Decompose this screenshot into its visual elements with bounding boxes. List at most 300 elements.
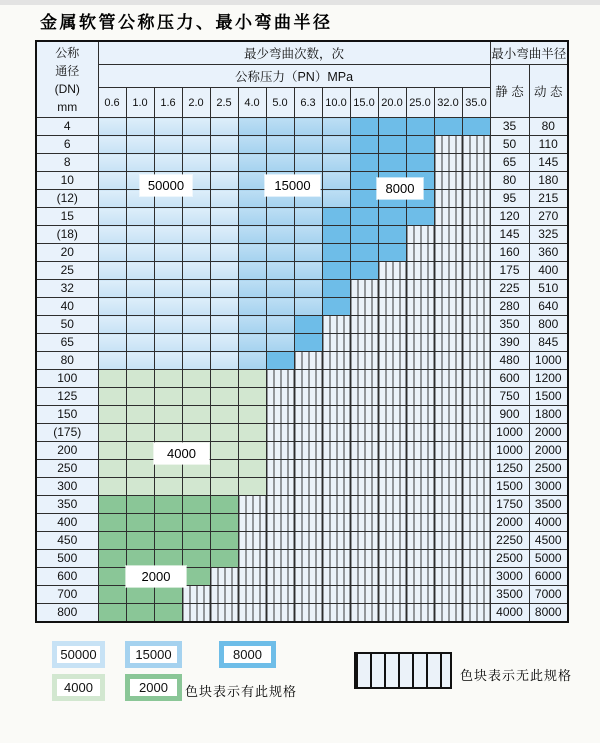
spec-cell-8000	[350, 190, 378, 208]
no-spec-cell	[462, 226, 490, 244]
dn-cell: (18)	[36, 226, 98, 244]
static-radius-cell: 225	[490, 280, 529, 298]
no-spec-cell	[462, 550, 490, 568]
legend-no-spec-swatch	[354, 652, 452, 689]
spec-cell-2000	[154, 604, 182, 623]
no-spec-cell	[462, 604, 490, 623]
no-spec-cell	[322, 586, 350, 604]
spec-cell-4000	[182, 424, 210, 442]
spec-cell-2000	[182, 568, 210, 586]
no-spec-cell	[238, 496, 266, 514]
spec-cell-50000	[126, 334, 154, 352]
spec-cell-50000	[210, 244, 238, 262]
spec-cell-2000	[98, 586, 126, 604]
dynamic-radius-cell: 2000	[529, 442, 568, 460]
no-spec-cell	[322, 460, 350, 478]
spec-cell-4000	[238, 460, 266, 478]
spec-cell-8000	[350, 262, 378, 280]
spec-cell-4000	[98, 478, 126, 496]
spec-cell-2000	[154, 496, 182, 514]
spec-cell-8000	[322, 298, 350, 316]
spec-cell-8000	[350, 226, 378, 244]
spec-cell-50000	[98, 154, 126, 172]
corner-line-3: (DN)	[54, 81, 80, 96]
dynamic-radius-cell: 7000	[529, 586, 568, 604]
no-spec-cell	[238, 586, 266, 604]
no-spec-cell	[322, 406, 350, 424]
dynamic-radius-cell: 325	[529, 226, 568, 244]
table-row	[36, 460, 568, 478]
table-row	[36, 244, 568, 262]
spec-cell-2000	[210, 550, 238, 568]
table-row	[36, 370, 568, 388]
pressure-values-row	[36, 88, 568, 118]
static-radius-cell: 50	[490, 136, 529, 154]
spec-cell-15000	[322, 172, 350, 190]
legend-swatch-4000	[52, 674, 105, 701]
spec-cell-15000	[266, 208, 294, 226]
legend-swatch-label: 8000	[224, 646, 271, 663]
no-spec-cell	[406, 460, 434, 478]
no-spec-cell	[462, 388, 490, 406]
no-spec-cell	[238, 550, 266, 568]
no-spec-cell	[434, 532, 462, 550]
dynamic-column-header: 动 态	[529, 65, 568, 118]
static-radius-cell: 145	[490, 226, 529, 244]
spec-cell-50000	[126, 262, 154, 280]
no-spec-cell	[322, 514, 350, 532]
spec-cell-15000	[266, 154, 294, 172]
no-spec-cell	[406, 442, 434, 460]
spec-cell-50000	[154, 298, 182, 316]
no-spec-cell	[462, 154, 490, 172]
no-spec-cell	[406, 604, 434, 623]
spec-cell-50000	[182, 208, 210, 226]
legend-swatch-label: 15000	[130, 646, 177, 663]
dynamic-radius-cell: 800	[529, 316, 568, 334]
dn-cell: 250	[36, 460, 98, 478]
region-count-label: 8000	[377, 178, 423, 199]
spec-cell-8000	[294, 334, 322, 352]
table-row	[36, 352, 568, 370]
no-spec-cell	[434, 388, 462, 406]
no-spec-cell	[322, 424, 350, 442]
pressure-col-header: 35.0	[462, 88, 490, 118]
no-spec-cell	[294, 496, 322, 514]
spec-cell-4000	[238, 406, 266, 424]
spec-cell-15000	[238, 352, 266, 370]
no-spec-cell	[378, 478, 406, 496]
spec-cell-4000	[210, 478, 238, 496]
dn-cell: 300	[36, 478, 98, 496]
spec-cell-15000	[294, 118, 322, 136]
spec-cell-2000	[98, 568, 126, 586]
static-radius-cell: 280	[490, 298, 529, 316]
legend-swatch-2000	[125, 674, 182, 701]
spec-cell-8000	[406, 154, 434, 172]
spec-cell-8000	[350, 208, 378, 226]
spec-cell-8000	[350, 244, 378, 262]
no-spec-cell	[350, 316, 378, 334]
no-spec-cell	[350, 604, 378, 623]
spec-cell-2000	[98, 514, 126, 532]
spec-cell-50000	[154, 262, 182, 280]
spec-cell-8000	[406, 118, 434, 136]
spec-cell-4000	[210, 424, 238, 442]
dynamic-radius-cell: 1000	[529, 352, 568, 370]
no-spec-cell	[294, 586, 322, 604]
spec-cell-8000	[378, 208, 406, 226]
pressure-header: 公称压力（PN）MPa	[98, 65, 490, 88]
spec-cell-8000	[378, 118, 406, 136]
dynamic-radius-cell: 4000	[529, 514, 568, 532]
table-row	[36, 154, 568, 172]
pressure-col-header: 0.6	[98, 88, 126, 118]
no-spec-cell	[406, 370, 434, 388]
static-radius-cell: 1500	[490, 478, 529, 496]
no-spec-cell	[350, 406, 378, 424]
dn-cell: 700	[36, 586, 98, 604]
spec-cell-15000	[266, 262, 294, 280]
spec-cell-4000	[210, 370, 238, 388]
page-top-strip	[0, 0, 600, 5]
spec-cell-15000	[238, 136, 266, 154]
spec-cell-15000	[266, 316, 294, 334]
no-spec-cell	[434, 478, 462, 496]
no-spec-cell	[462, 334, 490, 352]
no-spec-cell	[406, 586, 434, 604]
spec-cell-15000	[322, 118, 350, 136]
no-spec-cell	[350, 298, 378, 316]
no-spec-cell	[294, 568, 322, 586]
no-spec-cell	[406, 568, 434, 586]
legend-swatch-label: 50000	[57, 646, 100, 663]
no-spec-cell	[322, 550, 350, 568]
no-spec-cell	[322, 478, 350, 496]
spec-cell-15000	[294, 136, 322, 154]
dynamic-radius-cell: 3500	[529, 496, 568, 514]
static-radius-cell: 3000	[490, 568, 529, 586]
no-spec-cell	[434, 550, 462, 568]
no-spec-cell	[434, 262, 462, 280]
spec-cell-4000	[238, 370, 266, 388]
spec-cell-15000	[266, 226, 294, 244]
no-spec-cell	[378, 550, 406, 568]
spec-cell-50000	[210, 298, 238, 316]
spec-cell-15000	[266, 118, 294, 136]
no-spec-cell	[406, 262, 434, 280]
pressure-col-header: 6.3	[294, 88, 322, 118]
spec-cell-50000	[98, 262, 126, 280]
table-row	[36, 118, 568, 136]
no-spec-cell	[350, 514, 378, 532]
static-column-header: 静 态	[490, 65, 529, 118]
spec-cell-50000	[98, 316, 126, 334]
no-spec-cell	[434, 568, 462, 586]
no-spec-cell	[434, 226, 462, 244]
spec-cell-2000	[182, 550, 210, 568]
static-radius-cell: 390	[490, 334, 529, 352]
spec-cell-50000	[154, 118, 182, 136]
spec-cell-50000	[98, 334, 126, 352]
dn-cell: 450	[36, 532, 98, 550]
dn-cell: 8	[36, 154, 98, 172]
no-spec-cell	[406, 352, 434, 370]
no-spec-cell	[462, 478, 490, 496]
no-spec-cell	[406, 334, 434, 352]
no-spec-cell	[434, 334, 462, 352]
no-spec-cell	[462, 172, 490, 190]
spec-cell-4000	[182, 370, 210, 388]
spec-cell-50000	[210, 316, 238, 334]
no-spec-cell	[322, 604, 350, 623]
spec-cell-2000	[154, 550, 182, 568]
spec-cell-50000	[210, 280, 238, 298]
spec-cell-50000	[182, 136, 210, 154]
no-spec-cell	[434, 298, 462, 316]
spec-cell-4000	[98, 424, 126, 442]
spec-cell-4000	[98, 460, 126, 478]
spec-cell-50000	[182, 154, 210, 172]
table-row	[36, 388, 568, 406]
static-radius-cell: 750	[490, 388, 529, 406]
dynamic-radius-cell: 3000	[529, 478, 568, 496]
spec-cell-4000	[126, 460, 154, 478]
no-spec-cell	[322, 316, 350, 334]
spec-cell-15000	[266, 280, 294, 298]
spec-cell-15000	[266, 298, 294, 316]
no-spec-cell	[378, 406, 406, 424]
no-spec-cell	[294, 442, 322, 460]
spec-cell-2000	[210, 496, 238, 514]
no-spec-cell	[266, 478, 294, 496]
no-spec-cell	[322, 334, 350, 352]
static-radius-cell: 480	[490, 352, 529, 370]
dn-cell: 50	[36, 316, 98, 334]
spec-cell-50000	[210, 226, 238, 244]
no-spec-cell	[350, 478, 378, 496]
spec-cell-4000	[126, 370, 154, 388]
no-spec-cell	[406, 550, 434, 568]
spec-cell-4000	[182, 478, 210, 496]
no-spec-cell	[434, 244, 462, 262]
no-spec-cell	[406, 226, 434, 244]
no-spec-cell	[378, 298, 406, 316]
spec-cell-50000	[98, 136, 126, 154]
no-spec-cell	[182, 586, 210, 604]
spec-cell-2000	[98, 604, 126, 623]
spec-cell-2000	[182, 514, 210, 532]
spec-cell-50000	[182, 262, 210, 280]
dn-cell: 500	[36, 550, 98, 568]
spec-cell-50000	[126, 136, 154, 154]
spec-cell-8000	[350, 136, 378, 154]
spec-cell-2000	[98, 496, 126, 514]
no-spec-cell	[434, 352, 462, 370]
no-spec-cell	[462, 262, 490, 280]
dynamic-radius-cell: 1800	[529, 406, 568, 424]
spec-cell-15000	[294, 154, 322, 172]
dynamic-radius-cell: 4500	[529, 532, 568, 550]
dn-cell: 600	[36, 568, 98, 586]
spec-cell-15000	[238, 334, 266, 352]
spec-cell-4000	[98, 388, 126, 406]
table-row	[36, 550, 568, 568]
pressure-col-header: 1.0	[126, 88, 154, 118]
spec-cell-4000	[154, 388, 182, 406]
spec-cell-50000	[154, 352, 182, 370]
no-spec-cell	[294, 352, 322, 370]
spec-cell-4000	[98, 442, 126, 460]
spec-cell-50000	[154, 208, 182, 226]
table-row	[36, 280, 568, 298]
no-spec-cell	[462, 406, 490, 424]
no-spec-cell	[462, 352, 490, 370]
spec-cell-15000	[266, 136, 294, 154]
region-count-label: 4000	[154, 443, 209, 464]
no-spec-cell	[210, 604, 238, 623]
table-row	[36, 316, 568, 334]
table-row	[36, 334, 568, 352]
spec-cell-15000	[238, 226, 266, 244]
dn-cell: 400	[36, 514, 98, 532]
no-spec-cell	[266, 388, 294, 406]
dn-cell: 100	[36, 370, 98, 388]
dn-cell: 125	[36, 388, 98, 406]
spec-cell-8000	[378, 226, 406, 244]
no-spec-cell	[266, 496, 294, 514]
no-spec-cell	[266, 586, 294, 604]
spec-cell-15000	[238, 298, 266, 316]
no-spec-cell	[462, 460, 490, 478]
spec-cell-50000	[126, 244, 154, 262]
corner-line-1: 公称	[55, 45, 80, 60]
spec-cell-4000	[154, 370, 182, 388]
no-spec-cell	[434, 604, 462, 623]
no-spec-cell	[294, 478, 322, 496]
no-spec-cell	[210, 586, 238, 604]
table-row	[36, 262, 568, 280]
no-spec-cell	[406, 298, 434, 316]
spec-cell-15000	[238, 244, 266, 262]
spec-cell-2000	[182, 532, 210, 550]
no-spec-cell	[266, 550, 294, 568]
table-row	[36, 478, 568, 496]
dn-cell: 80	[36, 352, 98, 370]
no-spec-cell	[462, 208, 490, 226]
spec-table	[35, 40, 569, 623]
spec-table-wrapper	[35, 40, 569, 623]
no-spec-cell	[350, 568, 378, 586]
spec-cell-4000	[210, 460, 238, 478]
no-spec-cell	[434, 496, 462, 514]
no-spec-cell	[266, 424, 294, 442]
spec-cell-8000	[350, 154, 378, 172]
static-radius-cell: 1000	[490, 424, 529, 442]
no-spec-cell	[434, 514, 462, 532]
spec-cell-2000	[210, 532, 238, 550]
dn-cell: 6	[36, 136, 98, 154]
no-spec-cell	[238, 514, 266, 532]
spec-cell-50000	[210, 118, 238, 136]
no-spec-cell	[434, 406, 462, 424]
spec-cell-4000	[98, 370, 126, 388]
spec-cell-8000	[378, 136, 406, 154]
spec-cell-50000	[154, 334, 182, 352]
region-count-label: 2000	[126, 566, 186, 587]
no-spec-cell	[378, 496, 406, 514]
static-radius-cell: 65	[490, 154, 529, 172]
no-spec-cell	[406, 388, 434, 406]
spec-cell-2000	[154, 514, 182, 532]
no-spec-cell	[406, 316, 434, 334]
no-spec-cell	[434, 172, 462, 190]
spec-cell-50000	[182, 352, 210, 370]
no-spec-cell	[350, 280, 378, 298]
dn-cell: 200	[36, 442, 98, 460]
no-spec-cell	[378, 442, 406, 460]
spec-cell-4000	[210, 388, 238, 406]
spec-cell-8000	[322, 244, 350, 262]
spec-cell-15000	[322, 154, 350, 172]
spec-cell-2000	[126, 604, 154, 623]
no-spec-cell	[462, 424, 490, 442]
spec-cell-4000	[238, 388, 266, 406]
no-spec-cell	[434, 460, 462, 478]
static-radius-cell: 3500	[490, 586, 529, 604]
no-spec-cell	[350, 424, 378, 442]
spec-cell-4000	[182, 388, 210, 406]
legend-swatch-label: 4000	[57, 679, 100, 696]
no-spec-cell	[406, 496, 434, 514]
spec-cell-15000	[294, 298, 322, 316]
no-spec-cell	[294, 406, 322, 424]
dn-cell: 20	[36, 244, 98, 262]
spec-cell-50000	[98, 352, 126, 370]
static-radius-cell: 35	[490, 118, 529, 136]
pressure-col-header: 5.0	[266, 88, 294, 118]
spec-cell-50000	[98, 226, 126, 244]
spec-cell-50000	[126, 298, 154, 316]
spec-cell-2000	[98, 532, 126, 550]
spec-cell-4000	[154, 406, 182, 424]
spec-cell-50000	[182, 280, 210, 298]
no-spec-cell	[238, 532, 266, 550]
spec-cell-15000	[238, 262, 266, 280]
spec-cell-4000	[126, 388, 154, 406]
no-spec-cell	[434, 442, 462, 460]
spec-cell-4000	[154, 478, 182, 496]
spec-cell-50000	[182, 298, 210, 316]
no-spec-cell	[294, 424, 322, 442]
bend-count-header: 最少弯曲次数，次	[98, 41, 490, 65]
dynamic-radius-cell: 80	[529, 118, 568, 136]
no-spec-cell	[238, 568, 266, 586]
spec-cell-8000	[378, 244, 406, 262]
no-spec-cell	[462, 568, 490, 586]
legend-swatch-50000	[52, 641, 105, 668]
legend-swatch-label: 2000	[130, 679, 177, 696]
pressure-col-header: 32.0	[434, 88, 462, 118]
no-spec-cell	[378, 352, 406, 370]
no-spec-cell	[294, 370, 322, 388]
spec-cell-50000	[210, 136, 238, 154]
spec-cell-8000	[406, 208, 434, 226]
no-spec-cell	[406, 244, 434, 262]
no-spec-cell	[350, 442, 378, 460]
spec-cell-8000	[294, 316, 322, 334]
no-spec-cell	[378, 604, 406, 623]
